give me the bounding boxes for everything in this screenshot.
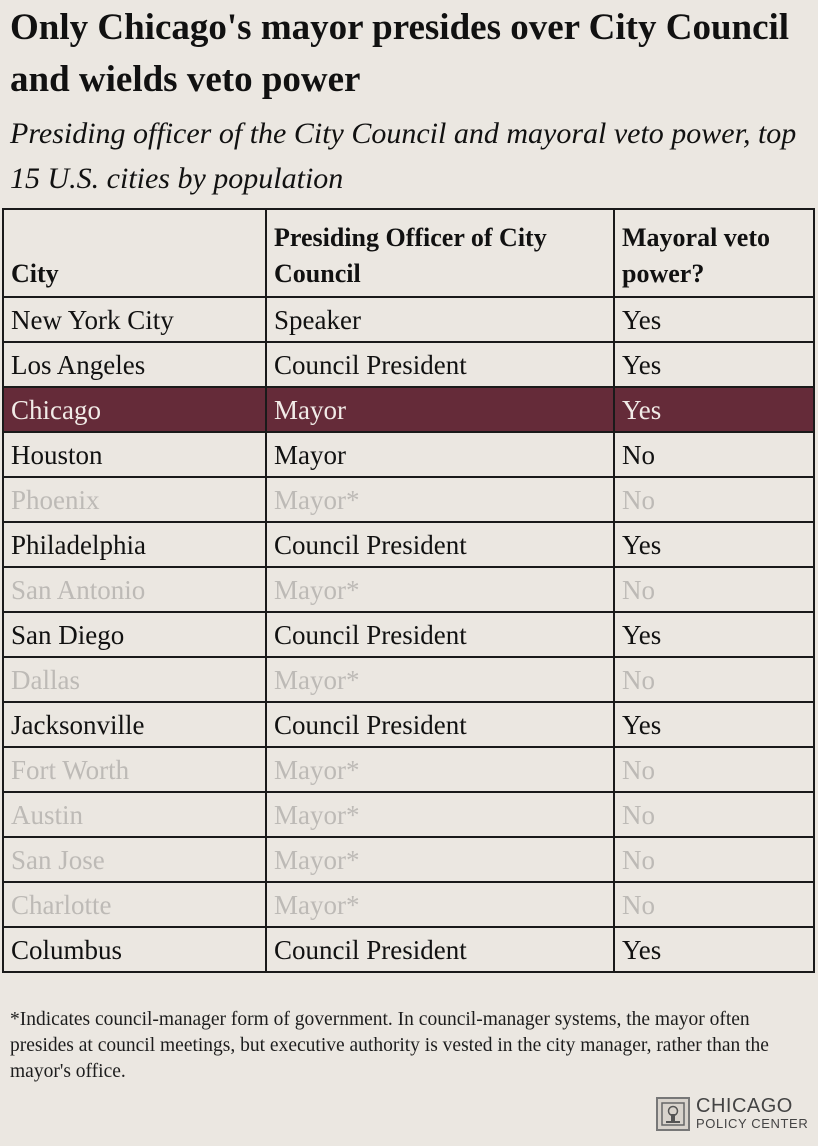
column-header-veto: Mayoral veto power? — [614, 209, 814, 297]
cell-city: San Diego — [3, 612, 266, 657]
cell-presiding-officer: Speaker — [266, 297, 614, 342]
cell-presiding-officer: Mayor* — [266, 657, 614, 702]
chicago-policy-center-logo — [656, 1096, 808, 1131]
cell-city: Jacksonville — [3, 702, 266, 747]
cell-presiding-officer: Mayor* — [266, 882, 614, 927]
cell-veto-power: No — [614, 747, 814, 792]
table-row — [3, 432, 814, 477]
cell-veto-power: No — [614, 882, 814, 927]
cell-veto-power: Yes — [614, 387, 814, 432]
cell-city: Houston — [3, 432, 266, 477]
column-header-officer: Presiding Officer of City Council — [266, 209, 614, 297]
cell-veto-power: Yes — [614, 927, 814, 972]
cell-city: Fort Worth — [3, 747, 266, 792]
cell-veto-power: Yes — [614, 342, 814, 387]
cell-presiding-officer: Council President — [266, 342, 614, 387]
cell-presiding-officer: Mayor — [266, 387, 614, 432]
cell-city: Dallas — [3, 657, 266, 702]
cell-presiding-officer: Mayor* — [266, 837, 614, 882]
chart-title: Only Chicago's mayor presides over City Council and wields veto power — [10, 7, 790, 100]
table-row — [3, 522, 814, 567]
cell-city: Austin — [3, 792, 266, 837]
cell-city: Charlotte — [3, 882, 266, 927]
cell-presiding-officer: Council President — [266, 927, 614, 972]
table-row — [3, 612, 814, 657]
cell-presiding-officer: Council President — [266, 612, 614, 657]
cell-city: Chicago — [3, 387, 266, 432]
logo-line-2: POLICY CENTER — [696, 1116, 809, 1131]
table-row — [3, 702, 814, 747]
cell-presiding-officer: Mayor* — [266, 567, 614, 612]
table-row — [3, 342, 814, 387]
table-row — [3, 477, 814, 522]
cell-presiding-officer: Mayor* — [266, 792, 614, 837]
cell-presiding-officer: Mayor* — [266, 747, 614, 792]
cell-veto-power: No — [614, 657, 814, 702]
table-row — [3, 297, 814, 342]
logo-line-1: CHICAGO — [696, 1095, 793, 1117]
cell-veto-power: No — [614, 792, 814, 837]
table-row — [3, 657, 814, 702]
cell-city: San Antonio — [3, 567, 266, 612]
cell-city: Philadelphia — [3, 522, 266, 567]
header-row — [3, 209, 814, 297]
cell-presiding-officer: Mayor* — [266, 477, 614, 522]
table-row — [3, 747, 814, 792]
cell-city: Phoenix — [3, 477, 266, 522]
cell-city: San Jose — [3, 837, 266, 882]
cell-presiding-officer: Mayor — [266, 432, 614, 477]
council-table — [2, 208, 815, 973]
table-row — [3, 837, 814, 882]
cell-city: Los Angeles — [3, 342, 266, 387]
cell-city: Columbus — [3, 927, 266, 972]
cell-veto-power: No — [614, 837, 814, 882]
cell-presiding-officer: Council President — [266, 702, 614, 747]
cell-veto-power: No — [614, 567, 814, 612]
cell-veto-power: Yes — [614, 297, 814, 342]
table-row — [3, 882, 814, 927]
column-header-city: City — [3, 209, 266, 297]
footnote: *Indicates council-manager form of government. In council-manager systems, the mayor often presides at council meetings, but executive authority is vested in the city manager, rather than the mayor's office. — [10, 1009, 769, 1082]
table-row — [3, 927, 814, 972]
table-row — [3, 567, 814, 612]
cell-veto-power: No — [614, 477, 814, 522]
chart-subtitle: Presiding officer of the City Council and mayoral veto power, top 15 U.S. cities by population — [10, 117, 797, 195]
table-body — [3, 297, 814, 972]
cell-city: New York City — [3, 297, 266, 342]
table-row — [3, 792, 814, 837]
table-row — [3, 387, 814, 432]
cell-veto-power: Yes — [614, 522, 814, 567]
cell-veto-power: Yes — [614, 702, 814, 747]
cell-presiding-officer: Council President — [266, 522, 614, 567]
cell-veto-power: Yes — [614, 612, 814, 657]
cell-veto-power: No — [614, 432, 814, 477]
tower-seal-icon — [656, 1097, 690, 1131]
